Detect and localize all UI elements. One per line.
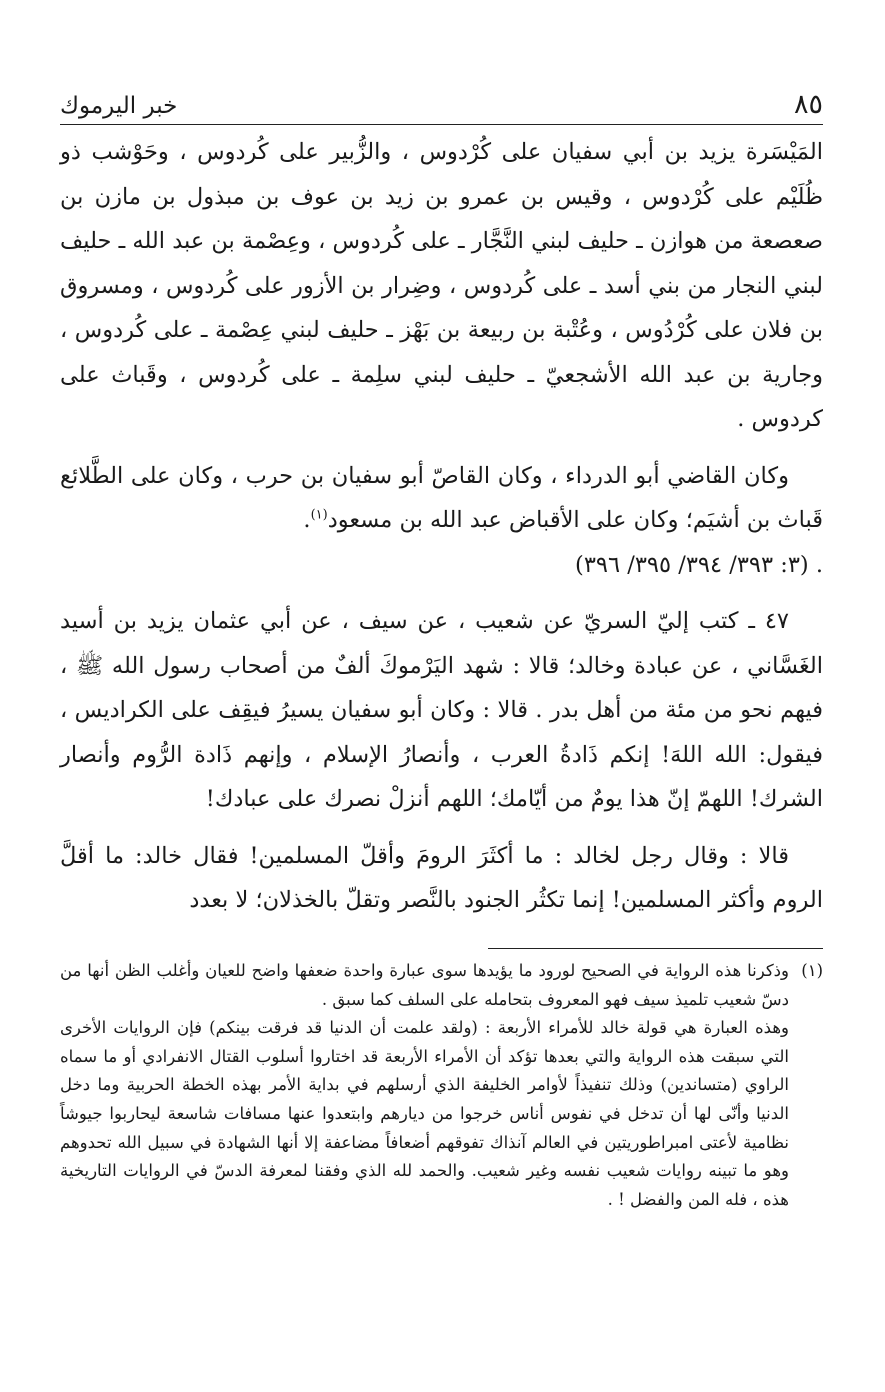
paragraph-judge-text: وكان القاضي أبو الدرداء ، وكان القاصّ أبو سفيان بن حرب ، وكان على الطَّلائع قَباث بن أشيَم؛ وكان على الأقباض عبد الله بن مسعود bbox=[60, 462, 823, 533]
page-number: ٨٥ bbox=[793, 89, 823, 120]
paragraph-khalid-reply: قالا : وقال رجل لخالد : ما أكثَرَ الرومَ وأقلّ المسلمين! فقال خالد: ما أقلَّ الروم وأكثر المسلمين! إنما تكثُر الجنود بالنَّصر وتقلّ بالخذلان؛ لا بعدد bbox=[60, 842, 823, 913]
running-header bbox=[60, 70, 823, 125]
footnote-paragraph: وذكرنا هذه الرواية في الصحيح لورود ما يؤيدها سوى عبارة واحدة ضعفها واضح للعيان وأغلب الظن أنها من دسّ شعيب تلميذ سيف فهو المعروف بتحامله على السلف كما سبق . bbox=[60, 961, 789, 1009]
footnote-separator bbox=[488, 948, 823, 949]
running-title: خبر اليرموك bbox=[60, 93, 178, 119]
paragraph-citation: . (٣: ٣٩٣/ ٣٩٤/ ٣٩٥/ ٣٩٦) bbox=[575, 551, 823, 578]
footnote-marker: (١) bbox=[801, 961, 823, 980]
footnote-body bbox=[60, 957, 789, 1214]
paragraph-battalion-list: المَيْسَرة يزيد بن أبي سفيان على كُرْدوس ، والزُّبير على كُردوس ، وحَوْشب ذو ظُلَيْم على كُرْدوس ، وقيس بن عمرو بن زيد بن عوف بن مبذول بن مازن بن صعصعة من هوازن ـ حليف لبني النَّجَّار ـ على كُردوس ، وعِصْمة بن عبد الله ـ حليف لبني النجار من بني أسد ـ على كُردوس ، وضِرار بن الأزور على كُردوس ، ومسروق بن فلان على كُرْدُوس ، وعُتْبة بن ربيعة بن بَهْز ـ حليف لبني عِصْمة ـ على كُردوس ، وجارية بن عبد الله الأشجعيّ ـ حليف لبني سلِمة ـ على كُردوس ، وقَباث على كردوس . bbox=[60, 139, 823, 432]
footnote-reference: (١) bbox=[310, 507, 328, 523]
paragraph-judge-and-storyteller bbox=[60, 454, 823, 588]
main-text bbox=[60, 130, 823, 935]
paragraph-report-47: ٤٧ ـ كتب إليّ السريّ عن شعيب ، عن سيف ، عن أبي عثمان يزيد بن أسيد الغَسَّاني ، عن عبادة وخالد؛ قالا : شهد اليَرْموكَ ألفٌ من أصحاب رسول الله ﷺ ، فيهم نحو من مئة من أهل بدر . قالا : وكان أبو سفيان يسيرُ فيقِف على الكراديس ، فيقول: الله اللهَ! إنكم ذَادةُ العرب ، وأنصارُ الإسلام ، وإنهم ذَادة الرُّوم وأنصار الشرك! اللهمّ إنّ هذا يومٌ من أيّامك؛ اللهم أنزلْ نصرك على عبادك! bbox=[60, 608, 823, 812]
footnote-reference-tail: . bbox=[303, 507, 311, 533]
footnote-paragraph: وهذه العبارة هي قولة خالد للأمراء الأربعة : (ولقد علمت أن الدنيا قد فرقت بينكم) فإن الروايات الأخرى التي سبقت هذه الرواية والتي بعدها تؤكد أن الأمراء الأربعة قد اختاروا أسلوب القتال الانفرادي أو ما سماه الراوي (متساندين) وذلك تنفيذاً لأوامر الخليفة الذي أرسلهم في بداية الأمر بهذه الخطة الحربية وما دخل الدنيا وأنّى لها أن تدخل في نفوس أناس خرجوا من ديارهم وابتعدوا عنها مسافات شاسعة ليحاربوا جيوشاً نظامية لأعتى امبراطوريتين في العالم آنذاك تفوقهم أضعافاً مضاعفة إلا أنها الشهادة في سبيل الله تحدوهم وهو ما تبينه روايات شعيب نفسه وغير شعيب. والحمد لله الذي وفقنا لمعرفة الدسّ في الروايات التاريخية هذه ، فله المن والفضل ! . bbox=[60, 1018, 789, 1209]
footnote-1 bbox=[60, 957, 823, 1214]
footnotes bbox=[60, 957, 823, 1214]
